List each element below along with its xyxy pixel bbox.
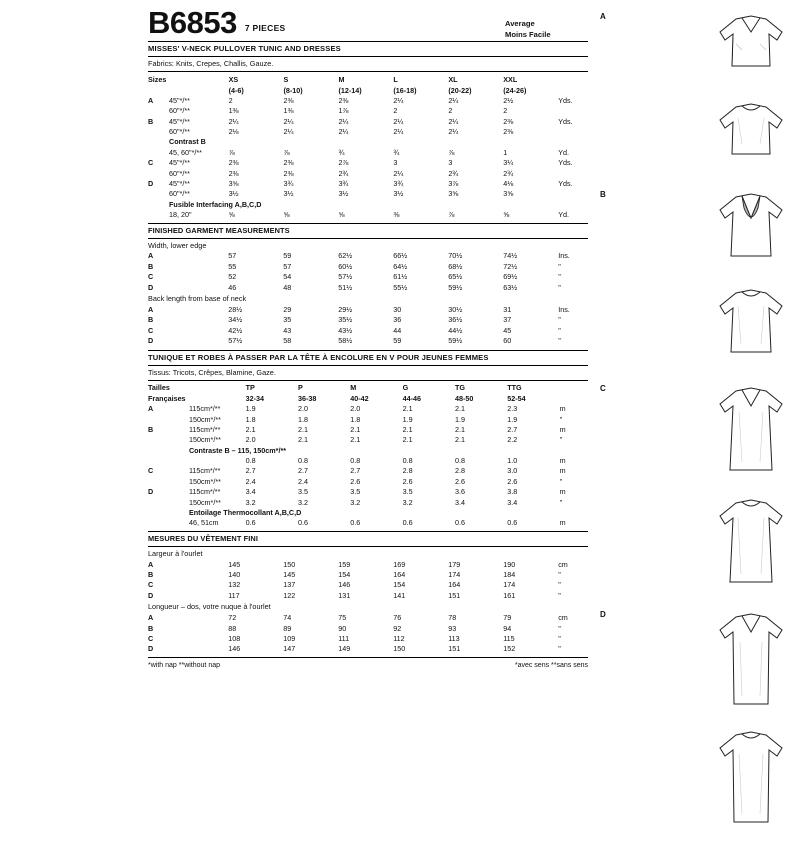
- divider: [148, 350, 588, 351]
- table-row: 150cm*/** 3.2 3.2 3.2 3.2 3.4 3.4 ": [188, 497, 563, 507]
- garment-back-a: [712, 98, 790, 186]
- table-row: D 57½ 58 58½ 59 59½ 60 ": [148, 336, 561, 345]
- table-row: A 115cm*/** 1.9 2.0 2.0 2.1 2.1 2.3 m: [148, 404, 566, 414]
- size-number: 36-38: [297, 393, 317, 403]
- table-row: 45, 60"*/** ⅞ ⅞ ¾ ¾ ⅞ 1 Yd.: [169, 147, 569, 157]
- french-backlength-label: Longueur – dos, votre nuque à l'ourlet: [148, 602, 271, 612]
- divider: [148, 531, 588, 532]
- figure-row: [600, 98, 790, 186]
- table-row: C 132 137 146 154 164 174 ": [148, 580, 561, 590]
- table-row: A 57 59 62½ 66½ 70½ 74½ Ins.: [148, 251, 570, 261]
- garment-back-b: [712, 284, 790, 380]
- table-row: A 45"*/** 2 2⅜ 2⅜ 2¼ 2¼ 2½ Yds.: [148, 95, 573, 105]
- footnote-en: *with nap **without nap: [148, 661, 220, 669]
- size-name: M: [338, 75, 345, 85]
- french-width-table: [148, 559, 588, 601]
- table-row: B 140 145 154 164 174 184 ": [148, 570, 561, 579]
- garment-front-d: [712, 608, 790, 726]
- difficulty-en: Average: [505, 19, 535, 28]
- footnotes: [148, 662, 588, 669]
- table-row: B 115cm*/** 2.1 2.1 2.1 2.1 2.1 2.7 m: [148, 424, 566, 434]
- table-row: 60"*/** 1⅜ 1⅜ 1⅞ 2 2 2: [169, 106, 508, 116]
- size-number: 32-34: [245, 393, 265, 403]
- table-row: 150cm*/** 2.0 2.1 2.1 2.1 2.1 2.2 ": [188, 435, 563, 445]
- specification-panel: [148, 5, 588, 669]
- table-row: B 55 57 60½ 64½ 68½ 72½ ": [148, 261, 561, 271]
- size-name: TP: [245, 383, 255, 393]
- french-width-label: Largeur à l'ourlet: [148, 548, 203, 558]
- table-row: B 88 89 90 92 93 94 ": [148, 623, 561, 633]
- table-row: 60"*/** 2⅜ 2⅜ 2¾ 2¼ 2¾ 2¾: [169, 168, 514, 178]
- table-row: 60"*/** 3½ 3½ 3½ 3½ 3⅝ 3⅝: [169, 189, 514, 199]
- english-width-label: Width, lower edge: [148, 240, 207, 250]
- size-number: 44-46: [402, 393, 422, 403]
- table-row: 0.8 0.8 0.8 0.8 0.8 1.0 m: [245, 456, 566, 465]
- table-row: A 28½ 29 29½ 30 30½ 31 Ins.: [148, 304, 570, 314]
- table-row: C 115cm*/** 2.7 2.7 2.7 2.8 2.8 3.0 m: [148, 466, 566, 476]
- french-fabrics: Tissus: Tricots, Crêpes, Blamine, Gaze.: [148, 367, 276, 377]
- size-number: 52-54: [507, 393, 526, 403]
- table-row: [148, 393, 588, 403]
- figure-row: [600, 608, 790, 726]
- table-row: [148, 137, 588, 147]
- table-row: [148, 507, 588, 517]
- view-block-a: [600, 10, 790, 186]
- table-row: D 115cm*/** 3.4 3.5 3.5 3.5 3.6 3.8 m: [148, 487, 566, 497]
- garment-front-c: [712, 382, 790, 494]
- table-row: A 72 74 75 76 78 79 cm: [148, 613, 568, 623]
- table-row: D 46 48 51½ 55½ 59½ 63½ ": [148, 282, 561, 292]
- english-yardage-table: [148, 74, 588, 219]
- divider: [148, 546, 588, 547]
- size-name: XS: [228, 75, 239, 85]
- table-row: [148, 85, 588, 95]
- table-row: C 42½ 43 43½ 44 44½ 45 ": [148, 325, 561, 335]
- size-name: S: [283, 75, 289, 85]
- divider: [148, 56, 588, 57]
- table-row: A 145 150 159 169 179 190 cm: [148, 559, 568, 569]
- figure-row: [600, 726, 790, 844]
- contrast-label: Contrast B: [169, 137, 206, 147]
- divider: [148, 365, 588, 366]
- view-letter-b: B: [600, 190, 606, 199]
- view-letter-c: C: [600, 384, 606, 393]
- view-block-d: [600, 608, 790, 844]
- size-name: L: [393, 75, 398, 85]
- pattern-number: B6853: [148, 5, 237, 40]
- sizes-label: Sizes: [148, 75, 167, 85]
- size-number: 48-50: [454, 393, 474, 403]
- table-row: D 45"*/** 3⅝ 3¾ 3¾ 3¾ 3⅞ 4⅛ Yds.: [148, 178, 573, 188]
- size-number: (20-22): [448, 85, 472, 95]
- size-number: (16-18): [393, 85, 417, 95]
- english-title: MISSES' V-NECK PULLOVER TUNIC AND DRESSES: [148, 44, 341, 54]
- english-fabrics: Fabrics: Knits, Crepes, Challis, Gauze.: [148, 59, 274, 69]
- garment-front-b: [712, 188, 790, 284]
- table-row: 18, 20" ⅝ ⅝ ⅝ ⅜ ⅞ ⅝ Yd.: [169, 210, 569, 219]
- view-letter-d: D: [600, 610, 606, 619]
- size-name: XXL: [503, 75, 518, 85]
- table-row: [148, 199, 588, 209]
- figure-row: [600, 494, 790, 606]
- garment-front-a: [712, 10, 790, 98]
- divider: [148, 71, 588, 72]
- size-name: XL: [448, 75, 458, 85]
- sizes-label-fr: Tailles: [148, 383, 170, 393]
- table-row: 150cm*/** 2.4 2.4 2.6 2.6 2.6 2.6 ": [188, 476, 563, 486]
- difficulty-block: [505, 18, 551, 41]
- garment-back-d: [712, 726, 790, 844]
- english-finished-title: FINISHED GARMENT MEASUREMENTS: [148, 225, 290, 235]
- french-title: TUNIQUE ET ROBES À PASSER PAR LA TÊTE À ENCOLURE EN V POUR JEUNES FEMMES: [148, 352, 489, 362]
- size-name: G: [402, 383, 409, 393]
- english-backlength-table: [148, 304, 588, 346]
- size-name: M: [350, 383, 357, 393]
- table-row: C 52 54 57½ 61½ 65½ 69½ ": [148, 272, 561, 282]
- footnote-fr: *avec sens **sans sens: [514, 661, 588, 669]
- view-letter-a: A: [600, 12, 606, 21]
- sizes-label-fr2: Françaises: [148, 393, 186, 403]
- french-finished-title: MESURES DU VÊTEMENT FINI: [148, 533, 258, 543]
- figure-row: [600, 284, 790, 380]
- difficulty-fr: Moins Facile: [505, 30, 551, 40]
- table-row: D 117 122 131 141 151 161 ": [148, 590, 561, 600]
- line-drawings-column: [600, 10, 790, 846]
- french-backlength-table: [148, 612, 588, 654]
- size-name: P: [297, 383, 303, 393]
- fusible-label: Fusible Interfacing A,B,C,D: [169, 199, 262, 209]
- figure-row: [600, 188, 790, 284]
- table-row: B 34½ 35 35½ 36 36½ 37 ": [148, 315, 561, 325]
- table-row: 150cm*/** 1.8 1.8 1.8 1.9 1.9 1.9 ": [188, 414, 563, 424]
- view-block-c: [600, 382, 790, 606]
- english-backlength-label: Back length from base of neck: [148, 294, 247, 304]
- divider: [148, 238, 588, 239]
- table-row: 46, 51cm 0.6 0.6 0.6 0.6 0.6 0.6 m: [188, 518, 566, 528]
- figure-row: [600, 10, 790, 98]
- table-row: [148, 74, 588, 84]
- view-block-b: [600, 188, 790, 380]
- table-row: B 45"*/** 2¼ 2¼ 2¼ 2¼ 2¼ 2⅜ Yds.: [148, 116, 573, 126]
- table-row: C 45"*/** 2⅜ 2⅜ 2⅞ 3 3 3¼ Yds.: [148, 158, 573, 168]
- piece-count: 7 PIECES: [244, 23, 286, 34]
- french-yardage-table: [148, 383, 588, 528]
- contrast-label-fr: Contraste B – 115, 150cm*/**: [188, 445, 287, 455]
- table-row: D 146 147 149 150 151 152 ": [148, 644, 561, 654]
- divider: [148, 41, 588, 42]
- size-number: (4-6): [228, 85, 244, 95]
- divider: [148, 223, 588, 224]
- garment-back-c: [712, 494, 790, 606]
- size-name: TTG: [507, 383, 522, 393]
- table-row: [148, 383, 588, 393]
- size-number: (24-26): [503, 85, 527, 95]
- size-number: 40-42: [350, 393, 369, 403]
- size-number: (8-10): [283, 85, 303, 95]
- size-name: TG: [454, 383, 465, 393]
- figure-row: [600, 382, 790, 494]
- table-row: C 108 109 111 112 113 115 ": [148, 633, 561, 643]
- divider: [148, 380, 588, 381]
- english-width-table: [148, 251, 588, 293]
- fusible-label-fr: Entoilage Thermocollant A,B,C,D: [188, 507, 302, 517]
- divider: [148, 657, 588, 658]
- table-row: [148, 445, 588, 455]
- size-number: (12-14): [338, 85, 362, 95]
- table-row: 60"*/** 2⅛ 2¼ 2¼ 2¼ 2¼ 2⅜: [169, 127, 514, 136]
